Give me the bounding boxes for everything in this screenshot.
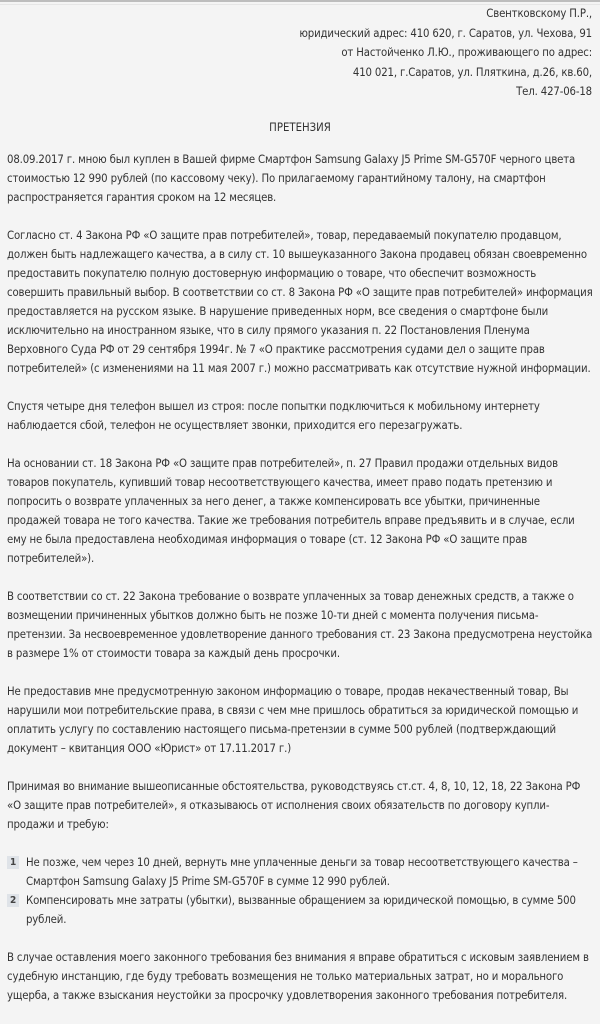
demand-item [7, 891, 593, 929]
header-line-phone: Тел. 427-06-18 [516, 85, 592, 99]
paragraph-legal-basis: Согласно ст. 4 Закона РФ «О защите прав потребителей», товар, передаваемый покупателю продавцом, должен быть надлежащего качества, а в силу ст. 10 вышеуказанного Закона продавец обязан своевременно предоставить покупателю полную достоверную информацию о товаре, что обеспечит возможность совершить правильный выбор. В соответствии со ст. 8 Закона РФ «О защите прав потребителей» информация предоставляется на русском языке. В нарушение приведенных норм, все сведения о смартфоне были исключительно на иностранном языке, что в силу прямого указания п. 22 Постановления Пленума Верховного Суда РФ от 29 сентября 1994г. № 7 «О практике рассмотрения судами дел о защите прав потребителей» (с изменениями на 11 мая 2007 г.) можно рассматривать как отсутствие нужной информации. [7, 228, 593, 375]
demands-list [7, 853, 593, 929]
demand-text: Компенсировать мне затраты (убытки), вызванные обращением за юридической помощью, в сумме 500 рублей. [26, 893, 576, 926]
claim-document [7, 0, 593, 1024]
header-line-sender-address: 410 021, г.Саратов, ул. Пляткина, д.26, кв.60, [352, 65, 592, 79]
header-line-sender: от Настойченко Л.Ю., проживающего по адрес: [341, 46, 592, 60]
paragraph-deadline: В соответствии со ст. 22 Закона требование о возврате уплаченных за товар денежных средств, а также о возмещении причиненных убытков должно быть не позже 10-ти дней с момента получения письма-претензии. За несвоевременное удовлетворение данного требования ст. 23 Закона предусмотрена неустойка в размере 1% от стоимости товара за каждый день просрочки. [7, 589, 593, 660]
header-line-recipient-address: юридический адрес: 410 620, г. Саратов, ул. Чехова, 91 [299, 26, 592, 40]
addressee-header [7, 0, 593, 102]
paragraph-legal-costs: Не предоставив мне предусмотренную законом информацию о товаре, продав некачественный товар, Вы нарушили мои потребительские права, в связи с чем мне пришлось обратиться за юридической помощью и оплатить услугу по составлению настоящего письма-претензии в сумме 500 рублей (подтверждающий документ – квитанция ООО «Юрист» от 17.11.2017 г.) [7, 684, 579, 755]
list-number-badge: 2 [7, 894, 19, 907]
document-title: ПРЕТЕНЗИЯ [269, 120, 331, 134]
paragraph-defect: Спустя четыре дня телефон вышел из строя: после попытки подключиться к мобильному интернету наблюдается сбой, телефон не осуществляет звонки, приходится его перезагружать. [7, 399, 540, 432]
paragraph-demand-intro: Принимая во внимание вышеописанные обстоятельства, руководствуясь ст.ст. 4, 8, 10, 12, 18, 22 Закона РФ «О защите прав потребителей», я отказываюсь от исполнения своих обязательств по договору купли-продажи и требую: [7, 779, 581, 831]
paragraph-rights: На основании ст. 18 Закона РФ «О защите прав потребителей», п. 27 Правил продажи отдельных видов товаров покупатель, купивший товар несоответствующего качества, имеет право подать претензию и попросить о возврате уплаченных за него денег, а также компенсировать все убытки, причиненные продажей товара не того качества. Такие же требования потребитель вправе предъявить и в случае, если ему не была предоставлена необходимая информация о товаре (ст. 12 Закона РФ «О защите прав потребителей»). [7, 456, 575, 565]
demand-item [7, 853, 593, 891]
header-line-recipient: Свентковскому П.Р., [486, 7, 592, 20]
demand-text: Не позже, чем через 10 дней, вернуть мне уплаченные деньги за товар несоответствующего качества – Смартфон Samsung Galaxy J5 Prime SM-G570F в сумме 12 990 рублей. [26, 855, 578, 888]
list-number-badge: 1 [7, 856, 19, 869]
paragraph-closing: В случае оставления моего законного требования без внимания я вправе обратиться с исковым заявлением в судебную инстанцию, где буду требовать возмещения не только материальных затрат, но и морального ущерба, а также взыскания неустойки за просрочку удовлетворения законного требования потребителя. [7, 950, 589, 1002]
paragraph-purchase: 08.09.2017 г. мною был куплен в Вашей фирме Смартфон Samsung Galaxy J5 Prime SM-G570F черного цвета стоимостью 12 990 рублей (по кассовому чеку). По прилагаемому гарантийному талону, на смартфон распространяется гарантия сроком на 12 месяцев. [7, 152, 576, 204]
